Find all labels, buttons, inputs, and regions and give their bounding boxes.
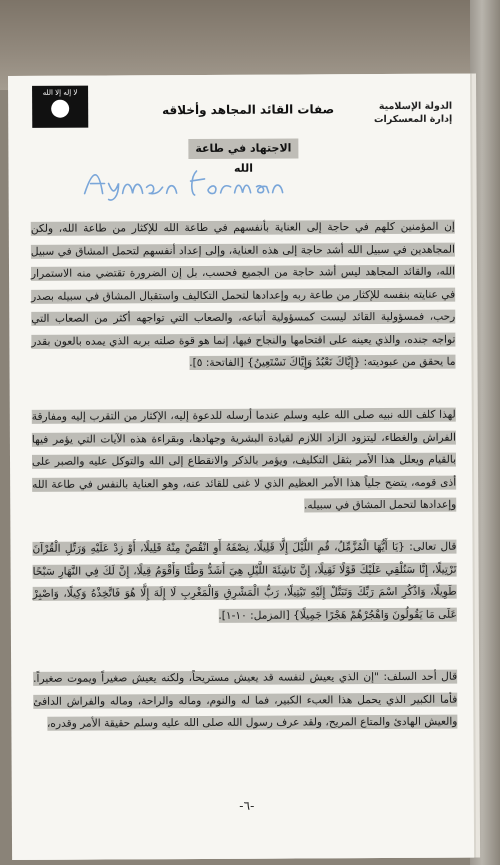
signature-text: Aymen Fornan — [78, 163, 86, 165]
handwritten-signature — [78, 162, 298, 201]
paragraph-1-text: إن المؤمنين كلهم في حاجة إلى العناية بأنفسهم في طاعة الله للإكثار من طاعة الله، ولكن المجاهدين في سبيل الله أشد حاجة إلى هذه العناية، وإلى إعداد أنفسهم لتحمل المشاق في سبيل الله، والقائد المجاهد ليس أشد حاجة من الجميع فحسب، بل إن الضرورة تقتضي منه الاستمرار في عنايته بنفسه للإكثار من طاعة ربه وإعدادها لتحمل التكاليف واستقبال المشاق في سبيله بصدر رحب، فمسؤولية القائد ليست كمسؤولية أتباعه، والصعاب التي تواجهه أكثر من الصعاب التي تواجه جنده، والذي يعينه على اقتحامها والنجاح فيها، إنما هو قوة صلته بربه الذي يمده بالعون بقدر ما يحقق من عبوديته: {إِيَّاكَ نَعْبُدُ وَإِيَّاكَ نَسْتَعِينُ} [الفاتحة: ٥]. — [30, 220, 456, 370]
org-line-1: الدولة الإسلامية — [378, 100, 453, 113]
page-number: -٦- — [239, 798, 255, 813]
background-edge — [470, 0, 500, 865]
paragraph-3-text: قال تعالى: {يَا أَيُّهَا الْمُزَّمِّلُ، قُمِ اللَّيْلَ إِلَّا قَلِيلًا، نِصْفَهُ أَوِ انْقُصْ مِنْهُ قَلِيلًا، أَوْ زِدْ عَلَيْهِ وَرَتِّلِ الْقُرْآنَ تَرْتِيلًا، إِنَّا سَنُلْقِي عَلَيْكَ قَوْلًا ثَقِيلًا، إِنَّ نَاشِئَةَ اللَّيْلِ هِيَ أَشَدُّ وَطْئًا وَأَقْوَمُ قِيلًا، إِنَّ لَكَ فِي النَّهَارِ سَبْحًا طَوِيلًا، وَاذْكُرِ اسْمَ رَبِّكَ وَتَبَتَّلْ إِلَيْهِ تَبْتِيلًا، رَبُّ الْمَشْرِقِ وَالْمَغْرِبِ لَا إِلَهَ إِلَّا هُوَ فَاتَّخِذْهُ وَكِيلًا، وَاصْبِرْ عَلَى مَا يَقُولُونَ وَاهْجُرْهُمْ هَجْرًا جَمِيلًا} [المزمل: ١٠-١]. — [32, 540, 457, 622]
logo-seal-icon — [51, 100, 69, 118]
document-title: صفات القائد المجاهد وأخلاقه — [162, 102, 335, 118]
logo-text: لا إله إلا الله — [42, 88, 78, 97]
flag-logo — [32, 86, 88, 128]
organization-block — [374, 100, 452, 126]
paragraph-2-text: لهذا كلف الله نبيه صلى الله عليه وسلم عندما أرسله للدعوة إليه، الإكثار من التقرب إليه ومفارقة الفراش والغطاء، ليتزود الزاد اللازم لقيادة البشرية وجهادها، وبقراءة هذه الآيات التي يؤمر فيها بالقيام ويعلل هذا الأمر بثقل التكليف، ويؤمر بالذكر والانقطاع إلى الله والتوكل عليه والصبر على أذى قومه، يتضح جلياً هذا الأمر العظيم الذي لا غنى للقائد عنه، وهو العناية بالنفس في طاعة الله وإعدادها لتحمل المشاق في سبيله. — [31, 408, 457, 512]
org-line-2: إدارة المعسكرات — [373, 113, 453, 126]
paragraph-1 — [31, 216, 456, 376]
page-header — [8, 74, 470, 136]
section-title: الاجتهاد في طاعة الله — [188, 138, 298, 159]
document-page — [8, 74, 474, 860]
paragraph-3 — [32, 536, 456, 628]
paragraph-2 — [32, 404, 457, 519]
paragraph-4 — [33, 666, 457, 736]
paragraph-4-text: قال أحد السلف: "إن الذي يعيش لنفسه قد يعيش مستريحاً، ولكنه يعيش صغيراً ويموت صغيراً. فأما الكبير الذي يحمل هذا العبء الكبير، فما له والنوم، وماله والراحة، وماله والفراش الدافئ والعيش الهادئ والمتاع المريح، ولقد عرف رسول الله صلى الله عليه وسلم حقيقة الأمر وقدره، — [33, 670, 458, 730]
